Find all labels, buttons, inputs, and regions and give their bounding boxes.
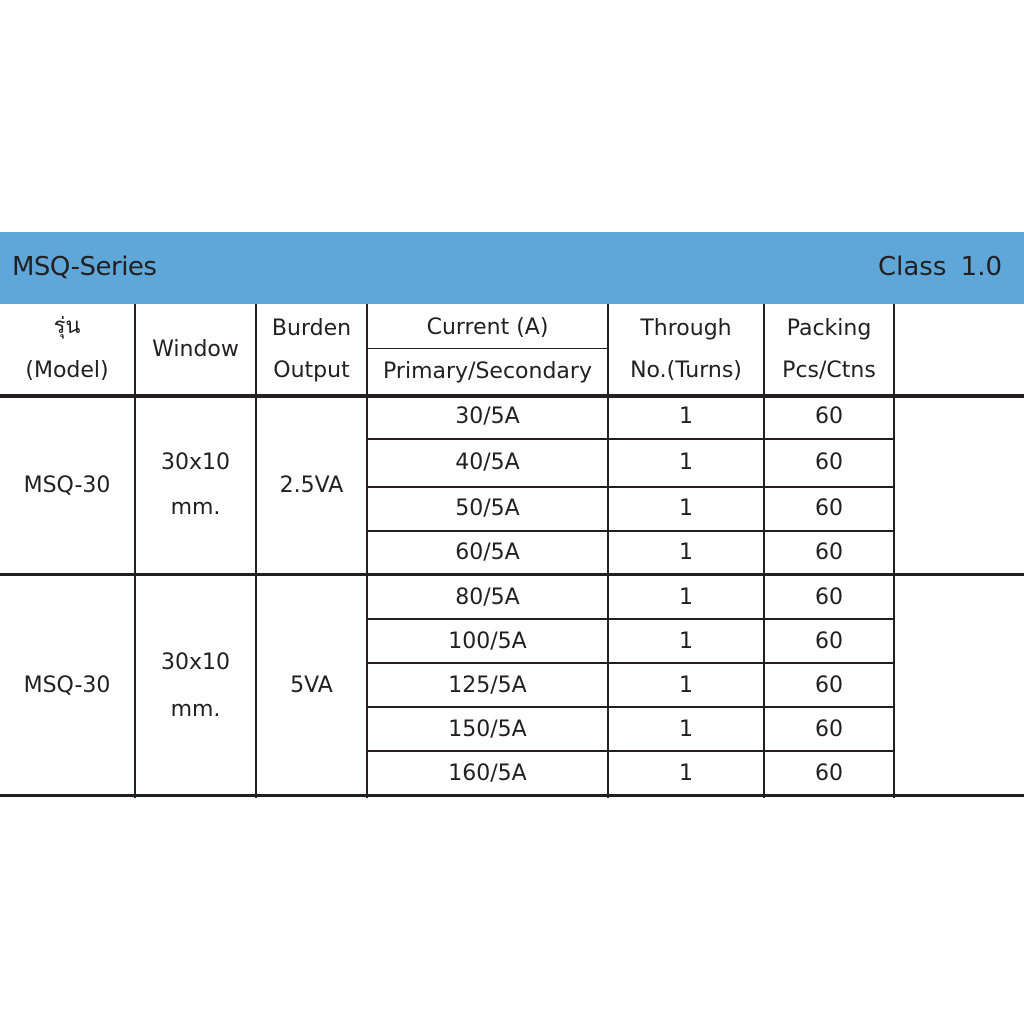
class-label: Class 1.0 [877, 252, 1002, 282]
col-divider [893, 304, 895, 798]
series-title: MSQ-Series [12, 252, 157, 282]
cell-current: 60/5A [455, 540, 520, 565]
cell-turns: 1 [679, 540, 693, 565]
header-pcs-ctns: Pcs/Ctns [782, 358, 876, 383]
header-model-thai: รุ่น [53, 314, 81, 339]
cell-packing: 60 [815, 540, 843, 565]
cell-turns: 1 [679, 761, 693, 786]
series-banner [0, 232, 1024, 304]
cell-current: 160/5A [448, 761, 527, 786]
group-burden: 2.5VA [279, 473, 344, 498]
group-model: MSQ-30 [23, 473, 111, 498]
cell-current: 100/5A [448, 629, 527, 654]
header-window: Window [152, 337, 239, 362]
header-turns: No.(Turns) [630, 358, 742, 383]
cell-packing: 60 [815, 450, 843, 475]
cell-current: 80/5A [455, 585, 520, 610]
group-burden: 5VA [290, 673, 333, 698]
row-divider [367, 706, 893, 708]
table-bottom-rule [0, 794, 1024, 797]
cell-turns: 1 [679, 673, 693, 698]
cell-current: 50/5A [455, 496, 520, 521]
row-divider [367, 530, 893, 532]
cell-packing: 60 [815, 717, 843, 742]
cell-turns: 1 [679, 496, 693, 521]
cell-turns: 1 [679, 404, 693, 429]
header-subdivider [367, 348, 607, 349]
cell-packing: 60 [815, 629, 843, 654]
group-window: 30x10 [160, 450, 230, 475]
header-burden: Burden [271, 316, 352, 341]
group-window-unit: mm. [170, 697, 221, 722]
cell-turns: 1 [679, 629, 693, 654]
header-current: Current (A) [426, 315, 549, 340]
header-output: Output [273, 358, 350, 383]
cell-turns: 1 [679, 717, 693, 742]
row-divider [367, 618, 893, 620]
row-divider [367, 486, 893, 488]
cell-current: 40/5A [455, 450, 520, 475]
header-primary-secondary: Primary/Secondary [383, 359, 592, 384]
cell-turns: 1 [679, 585, 693, 610]
cell-current: 30/5A [455, 404, 520, 429]
cell-packing: 60 [815, 673, 843, 698]
cell-packing: 60 [815, 585, 843, 610]
cell-packing: 60 [815, 496, 843, 521]
row-divider [367, 438, 893, 440]
cell-packing: 60 [815, 761, 843, 786]
cell-current: 125/5A [448, 673, 527, 698]
col-divider [134, 304, 136, 798]
group-model: MSQ-30 [23, 673, 111, 698]
cell-current: 150/5A [448, 717, 527, 742]
header-through: Through [640, 316, 732, 341]
group-window-unit: mm. [170, 495, 221, 520]
row-divider [367, 750, 893, 752]
header-packing: Packing [786, 316, 872, 341]
cell-packing: 60 [815, 404, 843, 429]
group-divider-rule [0, 573, 1024, 576]
group-window: 30x10 [160, 650, 230, 675]
row-divider [367, 662, 893, 664]
header-bottom-rule [0, 394, 1024, 398]
header-model: (Model) [25, 358, 109, 383]
cell-turns: 1 [679, 450, 693, 475]
